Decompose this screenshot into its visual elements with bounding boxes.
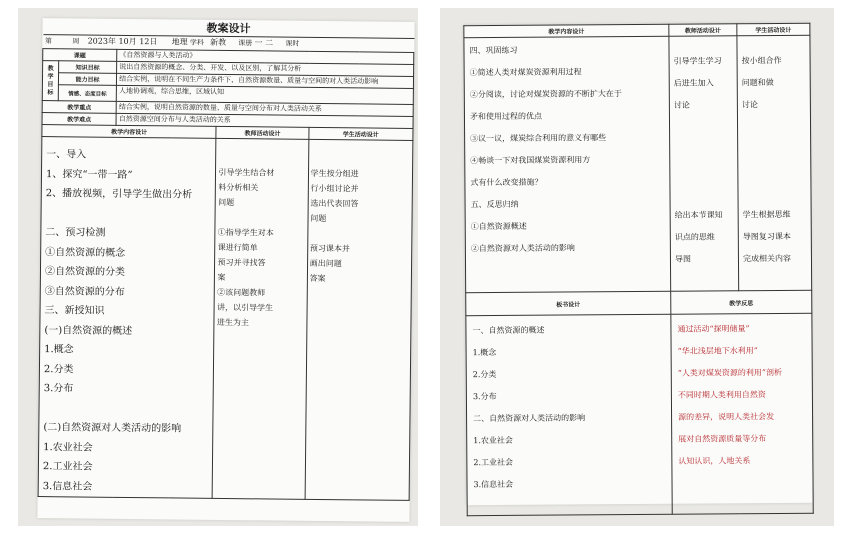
right-student-line: 导图复习课本 <box>742 231 791 242</box>
right-content-line: 矛和使用过程的优点 <box>469 111 542 122</box>
right-content-line: ②自然资源对人类活动的影响 <box>470 243 575 254</box>
right-col-student-header: 学生活动设计 <box>737 23 810 36</box>
knowledge-value: 说出自然资源的概念、分类、开发、以及区别，了解其分析 <box>117 61 414 76</box>
content-line: 2、播放视频，引导学生做出分析 <box>45 188 193 201</box>
col-student-header: 学生活动设计 <box>309 127 413 140</box>
content-line: ②自然资源的分类 <box>44 266 126 278</box>
page-title: 教案设计 <box>43 18 414 38</box>
right-plan-table <box>463 23 813 516</box>
teacher-line: 料分析相关 <box>218 182 259 193</box>
teacher-line: 案 <box>217 272 226 282</box>
right-teacher-line: 讨论 <box>673 100 690 110</box>
knowledge-label: 知识目标 <box>59 61 117 74</box>
right-content-line: ③议一议，煤炭综合利用的意义有哪些 <box>470 133 607 144</box>
content-line: 3.信息社会 <box>42 480 93 493</box>
teacher-line: 课进行简单 <box>217 242 258 253</box>
right-teacher-lines <box>674 50 737 270</box>
reflection-line: 源的差异，说明人类社会发 <box>678 412 775 422</box>
board-lines <box>472 319 667 496</box>
teacher-line: 讲，以引导学生 <box>216 302 274 313</box>
right-content-line: 式有什么改变措施？ <box>470 177 543 188</box>
teacher-line: 预习并寻找答 <box>217 257 266 268</box>
student-line: 行小组讨论并 <box>310 183 359 194</box>
board-line: 2.分类 <box>472 369 497 380</box>
week-unit: 周 <box>72 37 80 46</box>
emotion-label: 情感、态度目标 <box>58 85 116 102</box>
right-student-line: 讨论 <box>741 100 758 110</box>
difficult-label: 教学难点 <box>42 113 116 126</box>
col-content-header: 教学内容设计 <box>42 125 217 139</box>
content-line <box>45 204 211 225</box>
ability-label: 能力目标 <box>58 73 116 86</box>
right-teacher-line <box>674 182 735 204</box>
content-line: 1.概念 <box>44 344 74 356</box>
student-line: 预习课本并 <box>309 243 350 254</box>
week-label: 第 <box>44 37 52 46</box>
content-line: 2.工业社会 <box>42 461 93 473</box>
student-lines <box>310 166 411 287</box>
lesson-handwritten: 一 二 <box>254 38 274 48</box>
student-line: 画出问题 <box>309 258 342 269</box>
content-line: (一)自然资源的概述 <box>44 324 133 337</box>
key-value: 结合实例，说明自然资源的数量、质量与空间分布对人类活动关系 <box>116 101 413 116</box>
board-line: 3.信息社会 <box>473 479 514 490</box>
right-student-line <box>742 160 808 182</box>
board-line: 2.工业社会 <box>473 457 514 468</box>
right-content-line: ④畅谈一下对我国煤炭资源利用方 <box>470 155 591 166</box>
right-student-line: 完成相关内容 <box>742 253 791 264</box>
content-line: 2.分类 <box>43 363 74 375</box>
right-teacher-line: 导图 <box>674 254 691 264</box>
right-teacher-line: 给出本节课知 <box>674 210 723 220</box>
content-line <box>43 399 209 420</box>
student-activity-cell <box>305 139 413 500</box>
difficult-value: 自然资源空间分布与人类活动的关系 <box>116 113 413 128</box>
right-teacher-line <box>674 138 735 160</box>
right-student-line: 问题和做 <box>741 78 774 88</box>
board-line: 3.分布 <box>472 391 497 402</box>
content-line: 三、新授知识 <box>44 305 105 317</box>
reflection-line: “华北浅层地下水利用” <box>677 346 758 356</box>
board-design-cell <box>466 314 672 515</box>
right-student-line: 按小组合作 <box>741 55 782 66</box>
right-student-line <box>742 138 808 160</box>
content-line: 3.分布 <box>43 383 74 395</box>
right-lesson-plan-sheet <box>463 23 812 505</box>
teacher-line <box>218 210 305 226</box>
teacher-lines <box>217 165 306 331</box>
content-line: 1、探究“一带一路” <box>45 168 133 181</box>
reflection-cell <box>671 313 813 514</box>
right-content-lines <box>469 39 667 260</box>
teacher-line: ②该问题教师 <box>217 287 266 298</box>
right-content-line: 四、巩固练习 <box>469 45 518 56</box>
content-line: 一、导入 <box>46 149 87 161</box>
reflection-line: 不同时期人类利用自然资 <box>677 390 766 400</box>
right-student-line <box>742 182 808 204</box>
teacher-line: 引导学生结合材 <box>218 167 275 178</box>
subject-handwritten: 地理 <box>171 37 188 47</box>
key-label: 教学重点 <box>42 101 116 114</box>
student-line: 问题 <box>310 213 327 224</box>
topic-label: 课题 <box>43 49 117 62</box>
ability-value: 结合实例，说明在不同生产力条件下，自然资源数量、质量与空间的对人类活动影响 <box>117 73 414 88</box>
student-line: 答案 <box>309 273 326 284</box>
content-lines <box>43 145 212 498</box>
right-col-teacher-header: 教师活动设计 <box>669 24 737 36</box>
reflection-line: “人类对煤炭资源的利用”剖析 <box>677 367 782 378</box>
right-content-line: ①自然资源概述 <box>470 221 527 232</box>
board-line: 1.概念 <box>472 347 497 358</box>
content-line: (二)自然资源对人类活动的影响 <box>43 422 182 435</box>
reflection-line: 通过活动“探明储量” <box>677 324 750 334</box>
board-line: 1.农业社会 <box>473 435 513 446</box>
right-teacher-line: 引导学生学习 <box>673 56 722 66</box>
col-teacher-header: 教师活动设计 <box>216 126 308 139</box>
right-teacher-cell <box>669 36 739 291</box>
content-design-cell <box>38 137 216 499</box>
teacher-line: 进生为主 <box>216 317 249 328</box>
left-plan-table <box>38 18 415 501</box>
right-content-line: ①简述人类对煤炭资源利用过程 <box>469 67 582 78</box>
topic-value: 《自然资源与人类活动》 <box>117 49 414 64</box>
teacher-line: 问题 <box>218 197 235 208</box>
reflection-line: 认知认识，人地关系 <box>678 456 751 466</box>
board-design-header: 板书设计 <box>466 291 671 315</box>
goals-label: 教学目标 <box>42 61 58 101</box>
teacher-line: ①指导学生对本 <box>217 227 274 238</box>
grade-handwritten: 新教 <box>210 37 227 47</box>
reflection-lines <box>677 318 808 473</box>
content-line: 二、预习检测 <box>45 227 106 239</box>
right-content-line: ②分阅读，讨论对煤炭资源的不断扩大在于 <box>469 89 622 100</box>
date-value: 2023年 10月 12日 <box>87 36 158 47</box>
right-content-line: 五、反思归纳 <box>470 199 519 210</box>
right-teacher-line: 识点的思维 <box>674 232 715 242</box>
period-label: 课时 <box>285 39 300 48</box>
left-lesson-plan-sheet <box>37 18 414 522</box>
student-line: 学生按分组进 <box>310 168 359 179</box>
right-col-content-header: 教学内容设计 <box>464 24 669 37</box>
right-student-lines <box>742 50 810 270</box>
emotion-value: 人地协调观，综合思维，区域认知 <box>116 85 413 104</box>
right-student-line <box>742 116 808 138</box>
teacher-activity-cell <box>213 138 309 499</box>
right-content-cell <box>464 36 671 292</box>
content-line: ①自然资源的概念 <box>45 246 126 259</box>
right-teacher-line <box>674 116 735 138</box>
right-teacher-line: 后进生加入 <box>673 78 714 88</box>
board-line: 一、自然资源的概述 <box>472 325 545 336</box>
right-student-cell <box>737 35 812 291</box>
student-line <box>310 226 409 242</box>
content-line: ③自然资源的分布 <box>44 285 125 298</box>
reflection-header: 教学反思 <box>671 290 812 314</box>
board-line: 二、自然资源对人类活动的影响 <box>473 413 586 424</box>
subject-label: 学科 <box>189 38 204 47</box>
reflection-line: 展对自然资源质量等分布 <box>678 434 767 444</box>
student-line: 选出代表回答 <box>310 198 359 209</box>
lesson-label: 课册 <box>238 39 253 48</box>
right-teacher-line <box>674 160 735 182</box>
right-student-line: 学生根据思维 <box>742 209 791 220</box>
content-line: 1.农业社会 <box>43 441 93 454</box>
